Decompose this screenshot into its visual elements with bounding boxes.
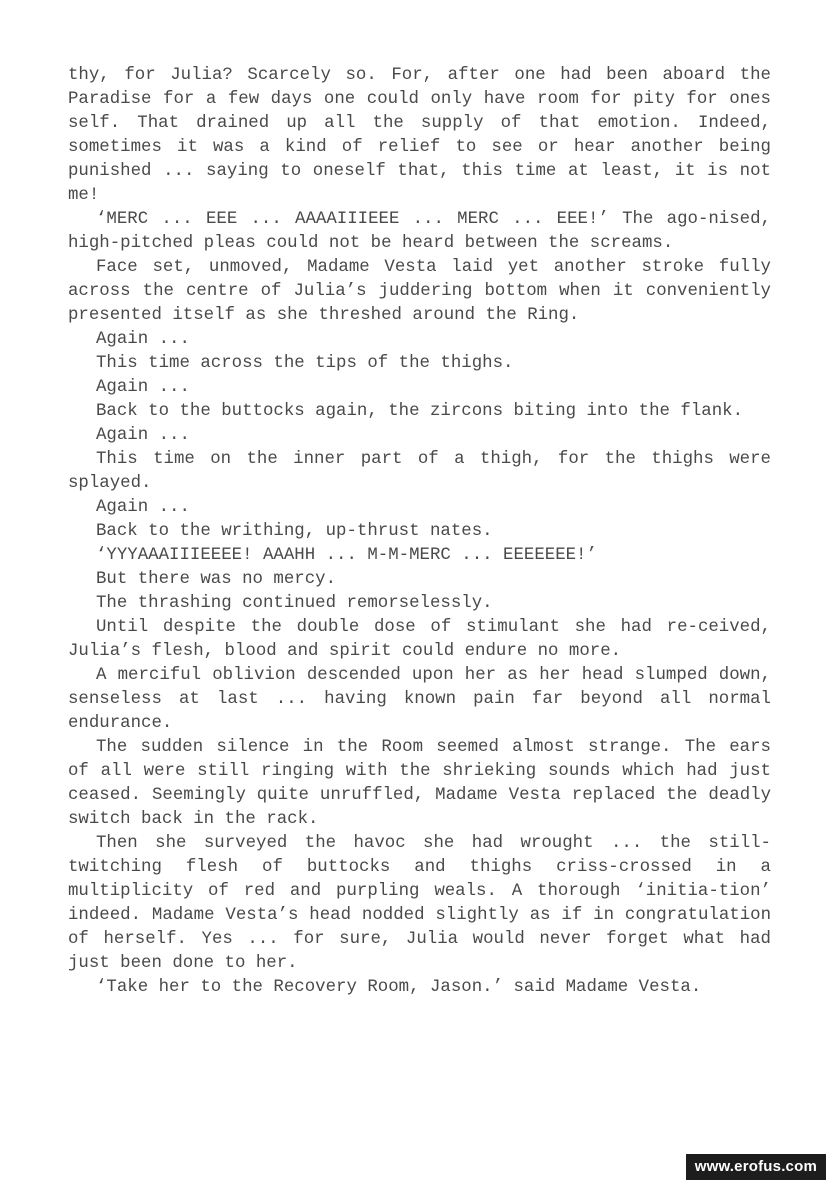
paragraph: ‘YYYAAAIIIEEEE! AAAHH ... M-M-MERC ... EEEEEEE!’ [96, 546, 597, 565]
paragraph: This time on the inner part of a thigh, for the thighs were splayed. [68, 450, 771, 493]
paragraph: Again ... [96, 426, 190, 445]
paragraph: A merciful oblivion descended upon her as her head slumped down, senseless at last ... having known pain far beyond all normal endurance. [68, 666, 771, 733]
watermark-logo: www.erofus.com [686, 1154, 826, 1180]
paragraph: Until despite the double dose of stimulant she had re-ceived, Julia’s flesh, blood and spirit could endure no more. [68, 618, 771, 661]
paragraph: Then she surveyed the havoc she had wrought ... the still-twitching flesh of buttocks and thighs criss-crossed in a multiplicity of red and purpling weals. A thorough ‘initia-tion’ indeed. Madame Vesta’s head nodded slightly as if in congratulation of herself. Yes ... for sure, Julia would never forget what had just been done to her. [68, 834, 771, 973]
paragraph: ‘Take her to the Recovery Room, Jason.’ said Madame Vesta. [96, 978, 702, 997]
paragraph: But there was no mercy. [96, 570, 337, 589]
paragraph: The thrashing continued remorselessly. [96, 594, 493, 613]
paragraph: Again ... [96, 330, 190, 349]
paragraph: thy, for Julia? Scarcely so. For, after one had been aboard the Paradise for a few days one could only have room for pity for ones self. That drained up all the supply of that emotion. Indeed, sometimes it was a kind of relief to see or hear another being punished ... saying to oneself that, this time at least, it is not me! [68, 66, 771, 205]
paragraph: Back to the buttocks again, the zircons biting into the flank. [96, 402, 744, 421]
paragraph: Face set, unmoved, Madame Vesta laid yet another stroke fully across the centre of Julia’s juddering bottom when it conveniently presented itself as she threshed around the Ring. [68, 258, 771, 325]
paragraph: Again ... [96, 498, 190, 517]
paragraph: Back to the writhing, up-thrust nates. [96, 522, 493, 541]
page-body [68, 64, 771, 1000]
paragraph: The sudden silence in the Room seemed almost strange. The ears of all were still ringing with the shrieking sounds which had just ceased. Seemingly quite unruffled, Madame Vesta replaced the deadly switch back in the rack. [68, 738, 771, 829]
paragraph: This time across the tips of the thighs. [96, 354, 514, 373]
paragraph: ‘MERC ... EEE ... AAAAIIIEEE ... MERC ... EEE!’ The ago-nised, high-pitched pleas could not be heard between the screams. [68, 210, 771, 253]
paragraph: Again ... [96, 378, 190, 397]
